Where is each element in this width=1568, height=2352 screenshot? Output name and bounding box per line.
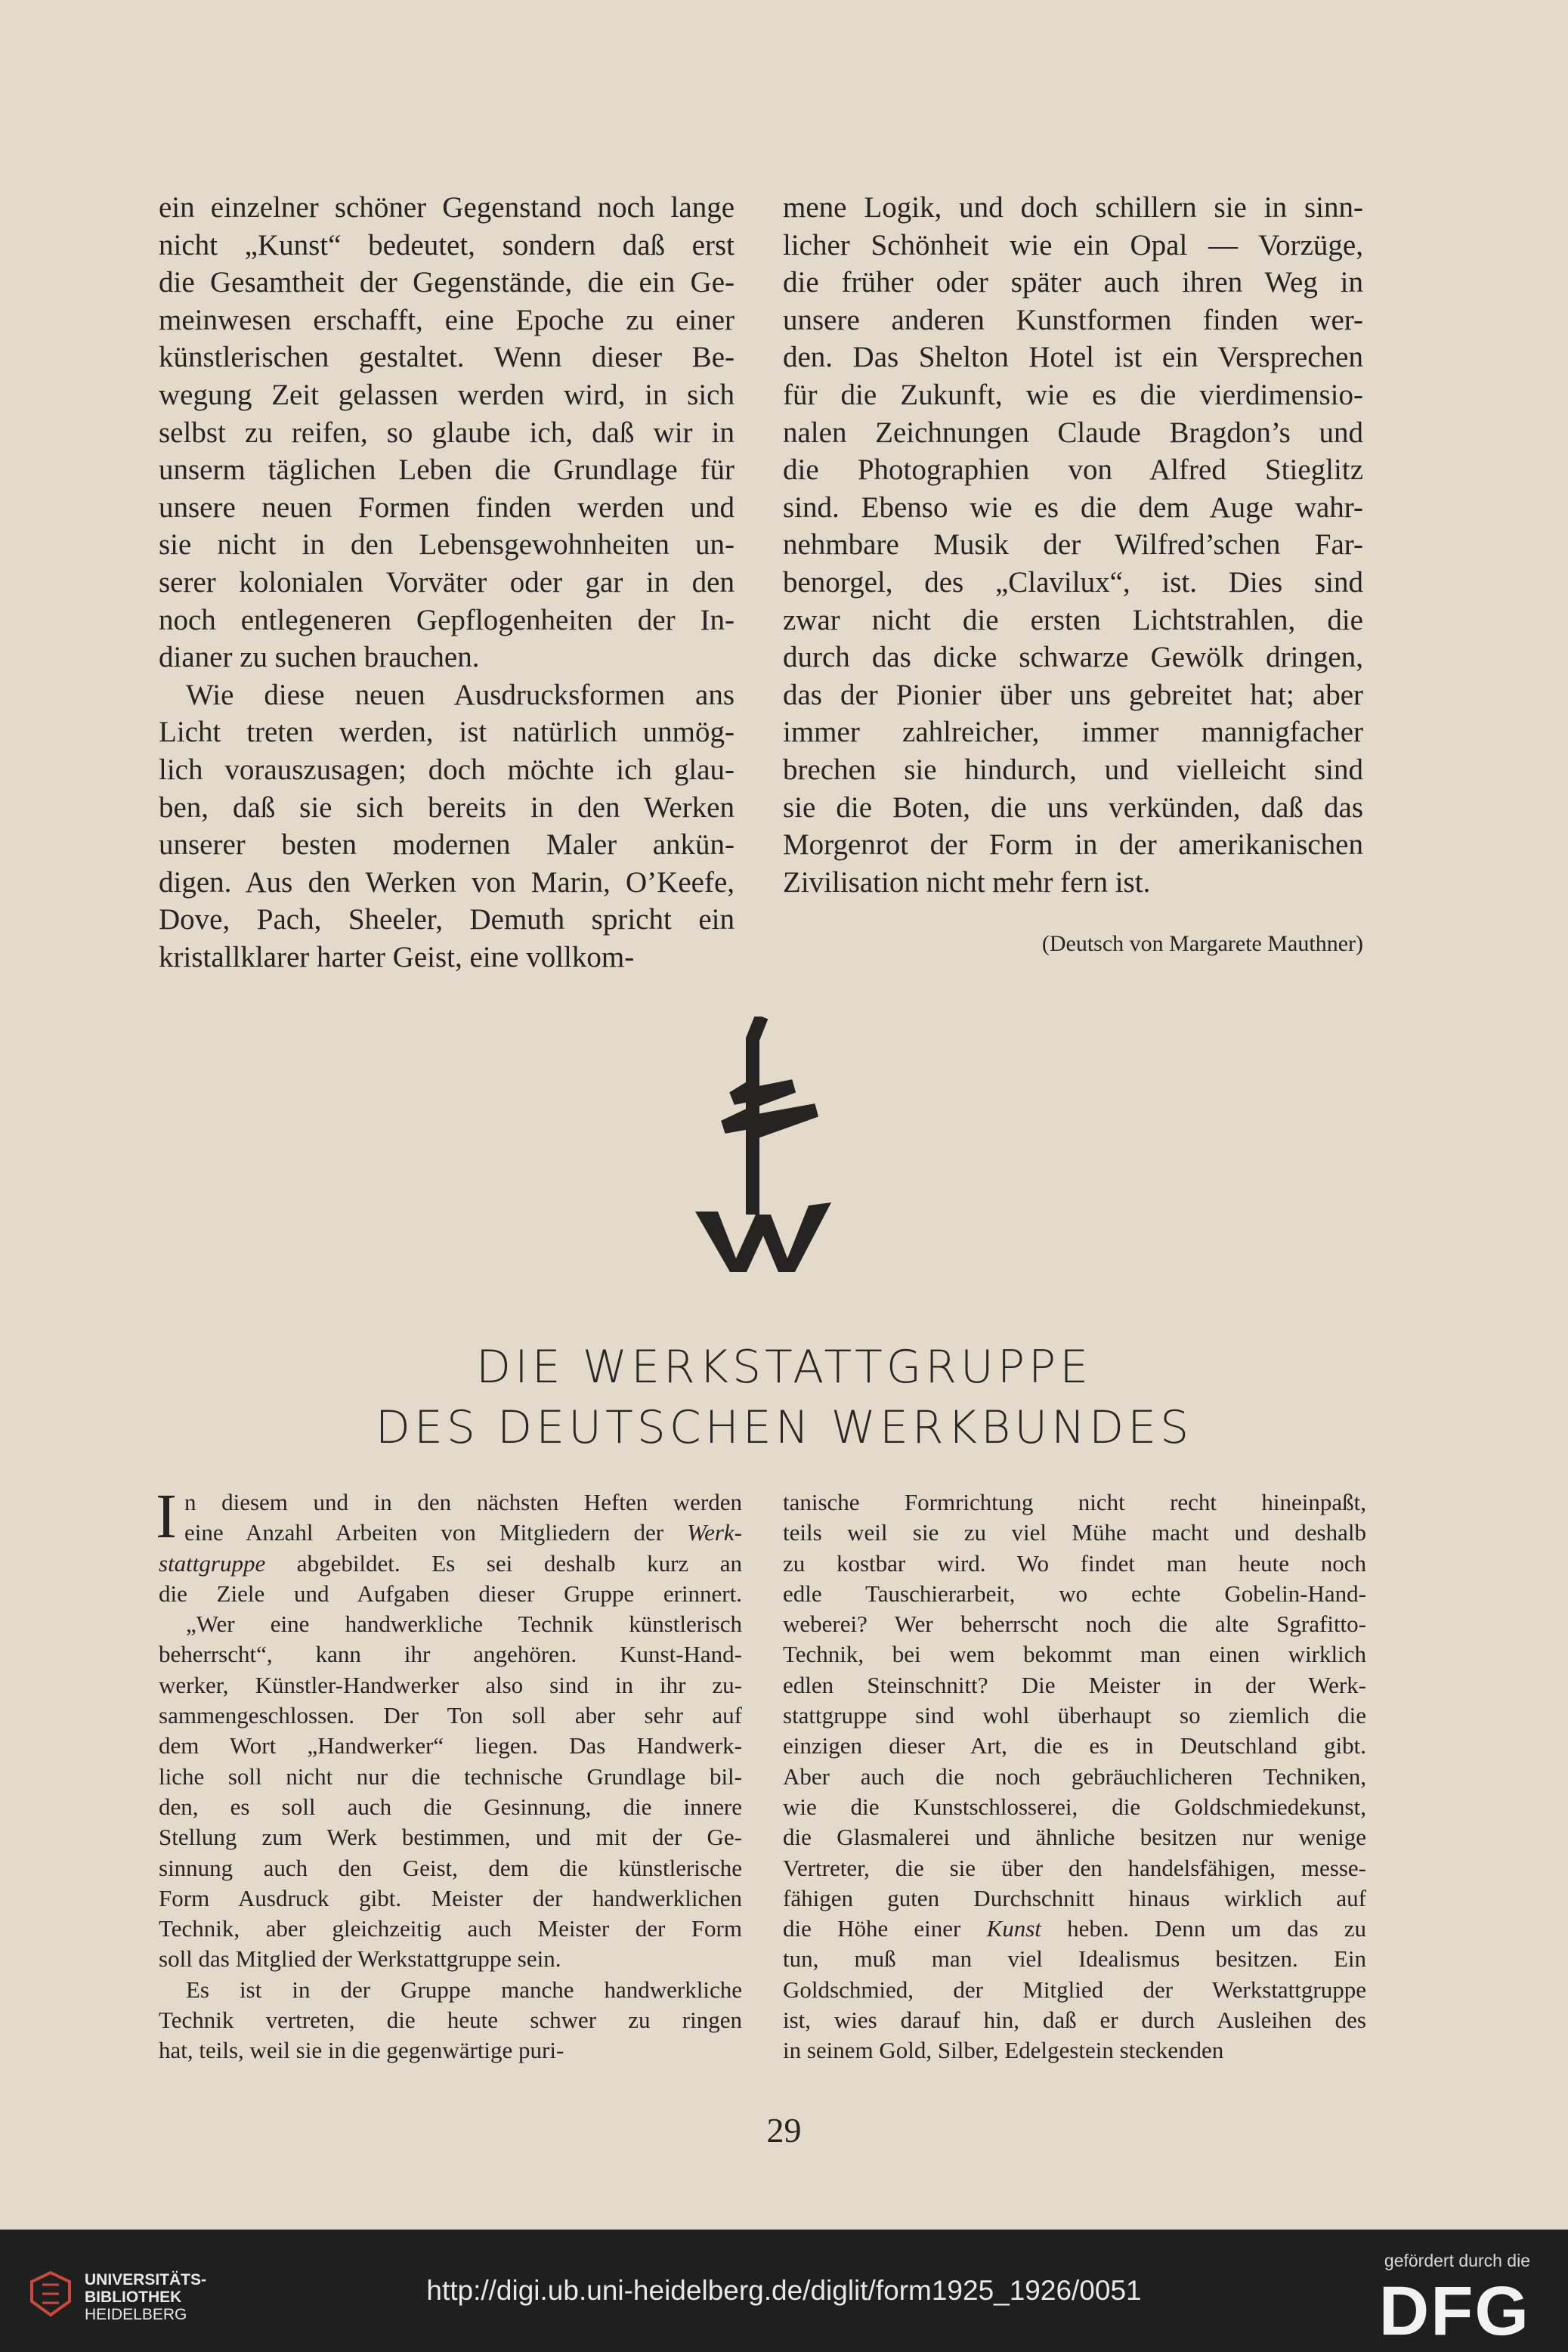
- text-line: selbst zu reifen, so glaube ich, daß wir in: [159, 416, 735, 449]
- text-line: nehmbare Musik der Wilfred’schen Far-: [783, 528, 1363, 562]
- text-line: hat, teils, weil sie in die gegenwärtige puri-: [159, 2037, 564, 2064]
- text-line: wegung Zeit gelassen werden wird, in sich: [159, 378, 735, 411]
- text-run: eine Anzahl Arbeiten von Mitgliedern der: [184, 1519, 688, 1546]
- text-line: Vertreter, die sie über den handelsfähigen, messe-: [783, 1854, 1366, 1881]
- text-line: sammengeschlossen. Der Ton soll aber sehr auf: [159, 1702, 742, 1729]
- text-line: die Photographien von Alfred Stieglitz: [783, 453, 1363, 487]
- text-line: sinnung auch den Geist, dem die künstlerische: [159, 1854, 742, 1881]
- text-line: Technik, bei wem bekommt man einen wirklich: [783, 1641, 1366, 1668]
- text-line: weberei? Wer beherrscht noch die alte Sgrafitto-: [783, 1611, 1366, 1638]
- text-line: nicht „Kunst“ bedeutet, sondern daß erst: [159, 228, 735, 262]
- top-right-column: [783, 189, 1363, 901]
- text-line: unserer besten modernen Maler ankün-: [159, 828, 735, 862]
- text-line: [159, 1518, 742, 1548]
- text-line: Goldschmied, der Mitglied der Werkstattgruppe: [783, 1976, 1366, 2003]
- headline-line-2: DES DEUTSCHEN WERKBUNDES: [375, 1401, 1193, 1454]
- text-line: zwar nicht die ersten Lichtstrahlen, die: [783, 603, 1363, 636]
- bottom-right-body-b: [783, 1944, 1366, 2066]
- text-line: nalen Zeichnungen Claude Bragdon’s und: [783, 416, 1363, 449]
- bottom-left-column: [156, 1481, 742, 2066]
- text-line: Morgenrot der Form in der amerikanischen: [783, 828, 1363, 862]
- text-line: unsere anderen Kunstformen finden wer-: [783, 303, 1363, 336]
- text-line: den. Das Shelton Hotel ist ein Versprechen: [783, 341, 1363, 374]
- text-run: die Höhe einer: [783, 1915, 987, 1942]
- text-line: Technik vertreten, die heute schwer zu ringen: [159, 2007, 742, 2034]
- text-line: [783, 1914, 1366, 1944]
- emphasis: Kunst: [986, 1915, 1041, 1942]
- text-line: die Gesamtheit der Gegenstände, die ein Ge-: [159, 266, 735, 299]
- text-line: ein einzelner schöner Gegenstand noch lange: [159, 191, 735, 224]
- text-line: die Ziele und Aufgaben dieser Gruppe erinnert.: [159, 1580, 742, 1607]
- text-line: die früher oder später auch ihren Weg in: [783, 266, 1363, 299]
- text-line: dianer zu suchen brauchen.: [159, 641, 480, 674]
- text-line: serer kolonialen Vorväter oder gar in den: [159, 565, 735, 599]
- text-line: Stellung zum Werk bestimmen, und mit der Ge-: [159, 1824, 742, 1851]
- text-line: fähigen guten Durchschnitt hinaus wirklich auf: [783, 1884, 1366, 1911]
- text-line: ben, daß sie sich bereits in den Werken: [159, 791, 735, 824]
- library-line-2: BIBLIOTHEK: [85, 2289, 182, 2306]
- bottom-right-body-a: [783, 1487, 1366, 1914]
- translation-credit: (Deutsch von Margarete Mauthner): [1041, 931, 1363, 956]
- page-number: 29: [766, 2111, 802, 2149]
- text-line: noch entlegeneren Gepflogenheiten der In-: [159, 603, 735, 636]
- text-line: beherrscht“, kann ihr angehören. Kunst-Hand-: [159, 1641, 742, 1668]
- text-line: die Glasmalerei und ähnliche besitzen nur wenige: [783, 1824, 1366, 1851]
- bottom-left-body: [159, 1579, 742, 2066]
- text-line: Technik, aber gleichzeitig auch Meister der Form: [159, 1915, 742, 1942]
- emphasis: Werk-: [687, 1519, 742, 1546]
- text-line: ist, wies darauf hin, daß er durch Ausleihen des: [783, 2007, 1366, 2034]
- text-line: Form Ausdruck gibt. Meister der handwerklichen: [159, 1884, 742, 1911]
- text-line: immer zahlreicher, immer mannigfacher: [783, 716, 1363, 749]
- dfg-logo: DFG: [1378, 2273, 1530, 2350]
- text-line: in seinem Gold, Silber, Edelgestein steckenden: [783, 2037, 1224, 2064]
- text-line: mene Logik, und doch schillern sie in sinn-: [783, 191, 1363, 224]
- text-line: edle Tauschierarbeit, wo echte Gobelin-Hand-: [783, 1580, 1366, 1607]
- drop-cap: I: [156, 1481, 177, 1552]
- text-line: digen. Aus den Werken von Marin, O’Keefe,: [159, 865, 735, 899]
- werkbund-monogram-icon: [680, 1017, 839, 1273]
- text-line: dem Wort „Handwerker“ liegen. Das Handwerk-: [159, 1732, 742, 1759]
- text-line: wie die Kunstschlosserei, die Goldschmiedekunst,: [783, 1793, 1366, 1820]
- text-line: Aber auch die noch gebräuchlicheren Techniken,: [783, 1762, 1366, 1790]
- text-line: benorgel, des „Clavilux“, ist. Dies sind: [783, 565, 1363, 599]
- text-line: unserm täglichen Leben die Grundlage für: [159, 453, 735, 487]
- text-line: sie die Boten, die uns verkünden, daß das: [783, 791, 1363, 824]
- text-line: licher Schönheit wie ein Opal — Vorzüge,: [783, 228, 1363, 262]
- text-line: künstlerischen gestaltet. Wenn dieser Be-: [159, 341, 735, 374]
- headline-line-1: DIE WERKSTATTGRUPPE: [475, 1341, 1093, 1394]
- top-left-column: [159, 189, 735, 976]
- emphasis: stattgruppe: [159, 1549, 266, 1577]
- text-line: durch das dicke schwarze Gewölk dringen,: [783, 641, 1363, 674]
- text-line: Es ist in der Gruppe manche handwerkliche: [186, 1976, 742, 2003]
- text-line: [159, 1549, 742, 1579]
- text-line: lich vorauszusagen; doch möchte ich glau-: [159, 753, 735, 786]
- text-line: sind. Ebenso wie es die dem Auge wahr-: [783, 491, 1363, 524]
- text-line: Licht treten werden, ist natürlich unmög-: [159, 716, 735, 749]
- text-line: Zivilisation nicht mehr fern ist.: [783, 865, 1151, 899]
- library-line-1: UNIVERSITÄTS-: [85, 2271, 207, 2289]
- text-run: abgebildet. Es sei deshalb kurz an: [265, 1549, 742, 1577]
- text-line: einzigen dieser Art, die es in Deutschland gibt.: [783, 1732, 1366, 1759]
- text-line: meinwesen erschafft, eine Epoche zu einer: [159, 303, 735, 336]
- text-line: sie nicht in den Lebensgewohnheiten un-: [159, 528, 735, 562]
- text-line: werker, Künstler-Handwerker also sind in ihr zu-: [159, 1671, 742, 1698]
- text-line: edlen Steinschnitt? Die Meister in der Werk-: [783, 1671, 1366, 1698]
- text-line: „Wer eine handwerkliche Technik künstlerisch: [186, 1611, 742, 1638]
- text-line: zu kostbar wird. Wo findet man heute noch: [783, 1549, 1366, 1577]
- bottom-right-column: [783, 1487, 1366, 2066]
- text-line: für die Zukunft, wie es die vierdimensio-: [783, 378, 1363, 411]
- text-line: kristallklarer harter Geist, eine vollkom-: [159, 940, 635, 973]
- funding-note: gefördert durch die: [1384, 2251, 1530, 2270]
- text-line: unsere neuen Formen finden werden und: [159, 491, 735, 524]
- text-line: das der Pionier über uns gebreitet hat; aber: [783, 678, 1363, 711]
- text-line: brechen sie hindurch, und vielleicht sind: [783, 753, 1363, 786]
- source-url[interactable]: http://digi.ub.uni-heidelberg.de/diglit/form1925_1926/0051: [426, 2275, 1142, 2306]
- text-line: teils weil sie zu viel Mühe macht und deshalb: [783, 1519, 1366, 1546]
- text-line: n diesem und in den nächsten Heften werden: [184, 1489, 742, 1515]
- text-line: tanische Formrichtung nicht recht hineinpaßt,: [783, 1489, 1366, 1515]
- text-line: stattgruppe sind wohl überhaupt so ziemlich die: [783, 1702, 1366, 1729]
- text-line: Dove, Pach, Sheeler, Demuth spricht ein: [159, 903, 735, 936]
- library-line-3: HEIDELBERG: [85, 2306, 187, 2323]
- text-run: heben. Denn um das zu: [1041, 1915, 1366, 1942]
- text-line: den, es soll auch die Gesinnung, die innere: [159, 1793, 742, 1820]
- text-line: soll das Mitglied der Werkstattgruppe sein.: [159, 1945, 561, 1973]
- text-line: Wie diese neuen Ausdrucksformen ans: [186, 678, 735, 711]
- text-line: liche soll nicht nur die technische Grundlage bil-: [159, 1762, 742, 1790]
- text-line: tun, muß man viel Idealismus besitzen. Ein: [783, 1945, 1366, 1973]
